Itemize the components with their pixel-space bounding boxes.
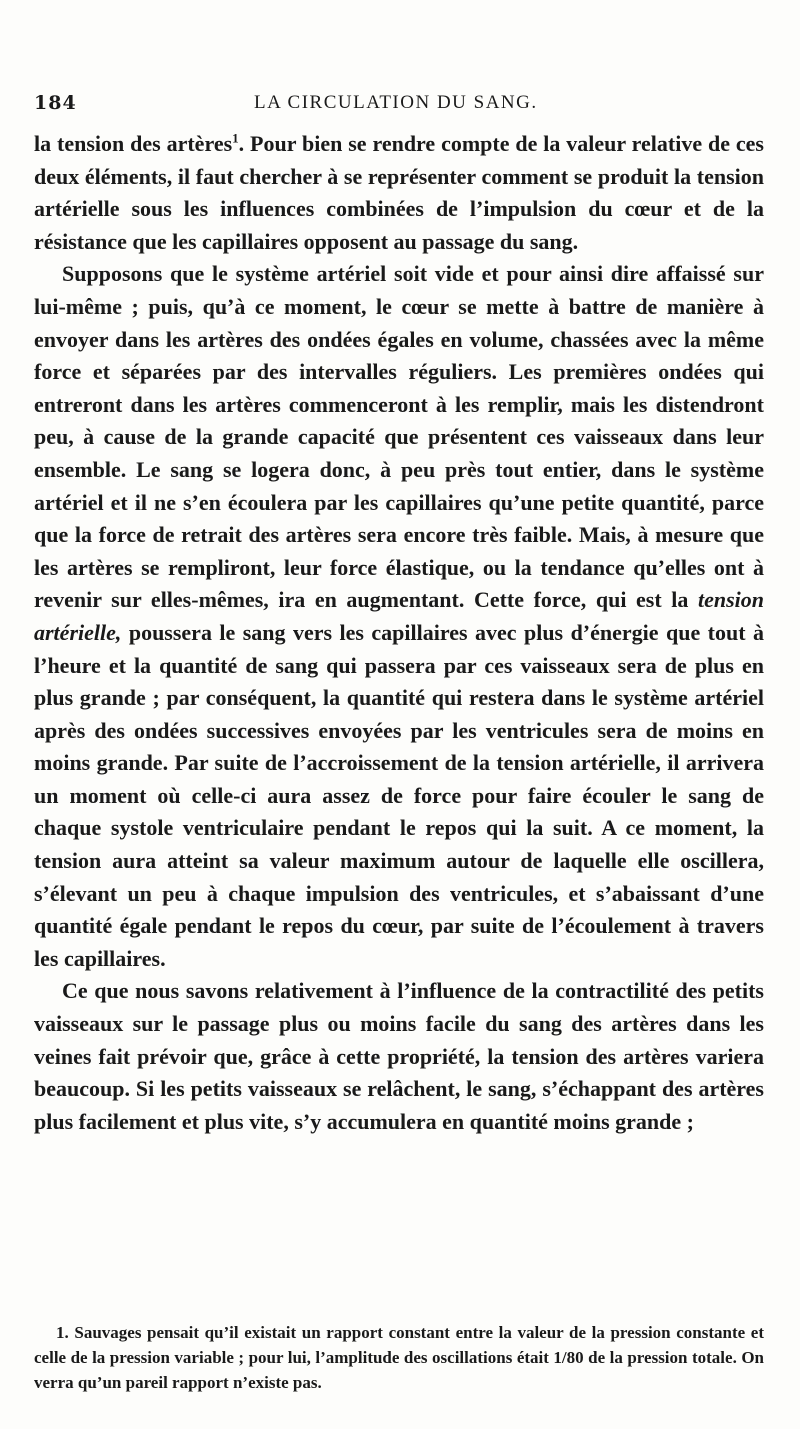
paragraph-3	[34, 975, 764, 1138]
page-header	[34, 92, 764, 122]
footnote: 1. Sauvages pensait qu’il existait un rapport constant entre la valeur de la pression constante et celle de la pression variable ; pour lui, l’amplitude des oscillations était 1/80 de la pression totale. On verra qu’un pareil rapport n’existe pas.	[34, 1323, 764, 1392]
paragraph-1-text-before-ref: la tension des artères	[34, 131, 233, 156]
paragraph-2-italic-term: tension artérielle,	[34, 587, 764, 645]
paragraph-2	[34, 258, 764, 975]
paragraph-3-text: Ce que nous savons relativement à l’influence de la contractilité des petits vaisseaux sur le passage plus ou moins facile du sang des artères dans les veines fait prévoir que, grâce à cette propriété, la tension des artères variera beaucoup. Si les petits vaisseaux se relâchent, le sang, s’échappant des artères plus facilement et plus vite, s’y accumulera en quantité moins grande ;	[34, 978, 764, 1134]
running-title: LA CIRCULATION DU SANG.	[254, 92, 538, 113]
paragraph-1	[34, 128, 764, 258]
paragraph-1-text-after-ref: . Pour bien se rendre compte de la valeur relative de ces deux éléments, il faut chercher à se représenter comment se produit la tension artérielle sous les influences combinées de l’impulsion du cœur et de la résistance que les capillaires opposent au passage du sang.	[34, 131, 764, 254]
paragraph-2-text-part-1: Supposons que le système artériel soit vide et pour ainsi dire affaissé sur lui-même ; puis, qu’à ce moment, le cœur se mette à battre de manière à envoyer dans les artères des ondées égales en volume, chassées avec la même force et séparées par des intervalles réguliers. Les premières ondées qui entreront dans les artères commenceront à les remplir, mais les distendront peu, à cause de la grande capacité que présentent ces vaisseaux dans leur ensemble. Le sang se logera donc, à peu près tout entier, dans le système artériel et il ne s’en écoulera par les capillaires qu’une petite quantité, parce que la force de retrait des artères sera encore très faible. Mais, à mesure que les artères se rempliront, leur force élastique, ou la tendance qu’elles ont à revenir sur elles-mêmes, ira en augmentant. Cette force, qui est la	[34, 261, 764, 613]
body-text	[34, 128, 764, 1138]
paragraph-2-text-part-2: poussera le sang vers les capillaires avec plus d’énergie que tout à l’heure et la quantité de sang qui passera par ces vaisseaux sera de plus en plus grande ; par conséquent, la quantité qui restera dans le système artériel après des ondées successives envoyées par les ventricules sera de moins en moins grande. Par suite de l’accroissement de la tension artérielle, il arrivera un moment où celle-ci aura assez de force pour faire écouler le sang de chaque systole ventriculaire pendant le repos qui la suit. A ce moment, la tension aura atteint sa valeur maximum autour de laquelle elle oscillera, s’élevant un peu à chaque impulsion des ventricules, et s’abaissant d’une quantité égale pendant le repos du cœur, par suite de l’écoulement à travers les capillaires.	[34, 619, 765, 971]
footnote-reference: 1	[232, 130, 239, 146]
page-number: 184	[34, 92, 77, 114]
